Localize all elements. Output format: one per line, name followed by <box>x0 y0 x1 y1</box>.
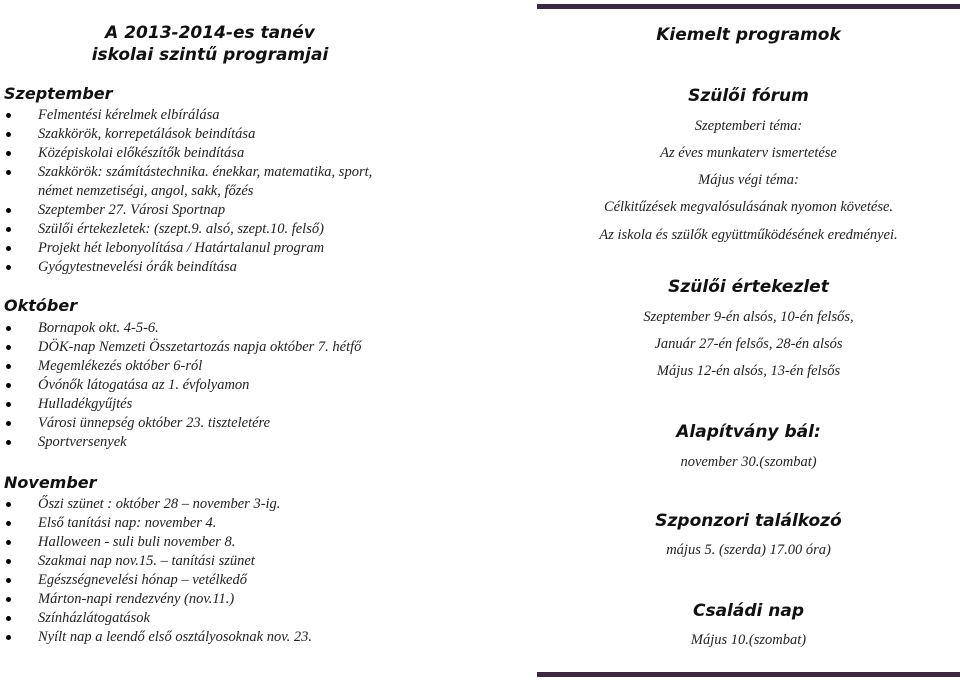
list-item: Őszi szünet : október 28 – november 3-ig. <box>0 495 520 514</box>
month-heading-october: Október <box>4 296 78 315</box>
list-item: Nyílt nap a leendő első osztályosoknak nov. 23. <box>0 628 520 647</box>
list-item: Városi ünnepség október 23. tiszteletére <box>0 414 520 433</box>
bullet-icon <box>6 578 11 583</box>
bullet-icon <box>6 559 11 564</box>
forum-line: Szeptemberi téma: <box>694 118 803 134</box>
bullet-icon <box>6 208 11 213</box>
bullet-icon <box>6 616 11 621</box>
bullet-icon <box>6 132 11 137</box>
highlighted-programs-column <box>537 0 960 682</box>
list-item: Megemlékezés október 6-ról <box>0 357 520 376</box>
bottom-divider <box>537 672 960 677</box>
list-item-continuation: német nemzetiségi, angol, sakk, főzés <box>38 183 254 199</box>
month-heading-september: Szeptember <box>4 84 113 103</box>
list-item: Márton-napi rendezvény (nov.11.) <box>0 590 520 609</box>
list-item: DÖK-nap Nemzeti Összetartozás napja október 7. hétfő <box>0 338 520 357</box>
meeting-line: Szeptember 9-én alsós, 10-én felsős, <box>643 309 854 325</box>
bullet-icon <box>6 421 11 426</box>
document-subtitle: iskolai szintű programjai <box>91 45 329 65</box>
bullet-icon <box>6 227 11 232</box>
document-title: A 2013-2014-es tanév <box>105 23 315 43</box>
bullet-icon <box>6 383 11 388</box>
meeting-line: Január 27-én felsős, 28-én alsós <box>654 336 843 352</box>
list-item: Felmentési kérelmek elbírálása <box>0 106 520 125</box>
parent-forum-heading: Szülői fórum <box>688 86 809 106</box>
bullet-icon <box>6 151 11 156</box>
bullet-icon <box>6 345 11 350</box>
list-item: Színházlátogatások <box>0 609 520 628</box>
meeting-line: Május 12-én alsós, 13-én felsős <box>656 363 841 379</box>
month-heading-november: November <box>4 473 97 492</box>
bullet-icon <box>6 246 11 251</box>
list-item: Sportversenyek <box>0 433 520 452</box>
highlighted-title: Kiemelt programok <box>656 25 841 45</box>
bullet-icon <box>6 265 11 270</box>
list-item: Szakmai nap nov.15. – tanítási szünet <box>0 552 520 571</box>
october-list <box>0 319 520 452</box>
list-item: Egészségnevelési hónap – vetélkedő <box>0 571 520 590</box>
bullet-icon <box>6 364 11 369</box>
sponsor-date: május 5. (szerda) 17.00 óra) <box>666 542 831 558</box>
family-day-heading: Családi nap <box>692 601 805 621</box>
list-item: Szakkörök: számítástechnika. énekkar, matematika, sport, <box>0 163 520 182</box>
forum-line: Célkitűzések megvalósulásának nyomon követése. <box>603 199 894 215</box>
list-item: Projekt hét lebonyolítása / Határtalanul program <box>0 239 520 258</box>
sponsor-meeting-heading: Szponzori találkozó <box>655 511 842 531</box>
list-item: Szülői értekezletek: (szept.9. alsó, szept.10. felső) <box>0 220 520 239</box>
list-item: Középiskolai előkészítők beindítása <box>0 144 520 163</box>
list-item: Első tanítási nap: november 4. <box>0 514 520 533</box>
top-divider <box>537 4 960 9</box>
bullet-icon <box>6 521 11 526</box>
forum-line: Május végi téma: <box>698 172 799 188</box>
list-item: Hulladékgyűjtés <box>0 395 520 414</box>
bullet-icon <box>6 502 11 507</box>
november-list <box>0 495 520 647</box>
bullet-icon <box>6 540 11 545</box>
list-item: Szeptember 27. Városi Sportnap <box>0 201 520 220</box>
list-item: Óvónők látogatása az 1. évfolyamon <box>0 376 520 395</box>
forum-line: Az iskola és szülők együttműködésének eredményei. <box>599 227 898 243</box>
bullet-icon <box>6 402 11 407</box>
list-item: Gyógytestnevelési órák beindítása <box>0 258 520 277</box>
bullet-icon <box>6 597 11 602</box>
bullet-icon <box>6 170 11 175</box>
list-item: Halloween - suli buli november 8. <box>0 533 520 552</box>
list-item: Bornapok okt. 4-5-6. <box>0 319 520 338</box>
bullet-icon <box>6 113 11 118</box>
family-day-date: Május 10.(szombat) <box>690 632 807 648</box>
parent-meeting-heading: Szülői értekezlet <box>668 277 829 297</box>
bullet-icon <box>6 635 11 640</box>
september-list <box>0 106 520 277</box>
list-item: Szakkörök, korrepetálások beindítása <box>0 125 520 144</box>
bullet-icon <box>6 440 11 445</box>
foundation-ball-heading: Alapítvány bál: <box>676 422 821 442</box>
bullet-icon <box>6 326 11 331</box>
ball-date: november 30.(szombat) <box>680 454 817 470</box>
forum-line: Az éves munkaterv ismertetése <box>660 145 837 161</box>
